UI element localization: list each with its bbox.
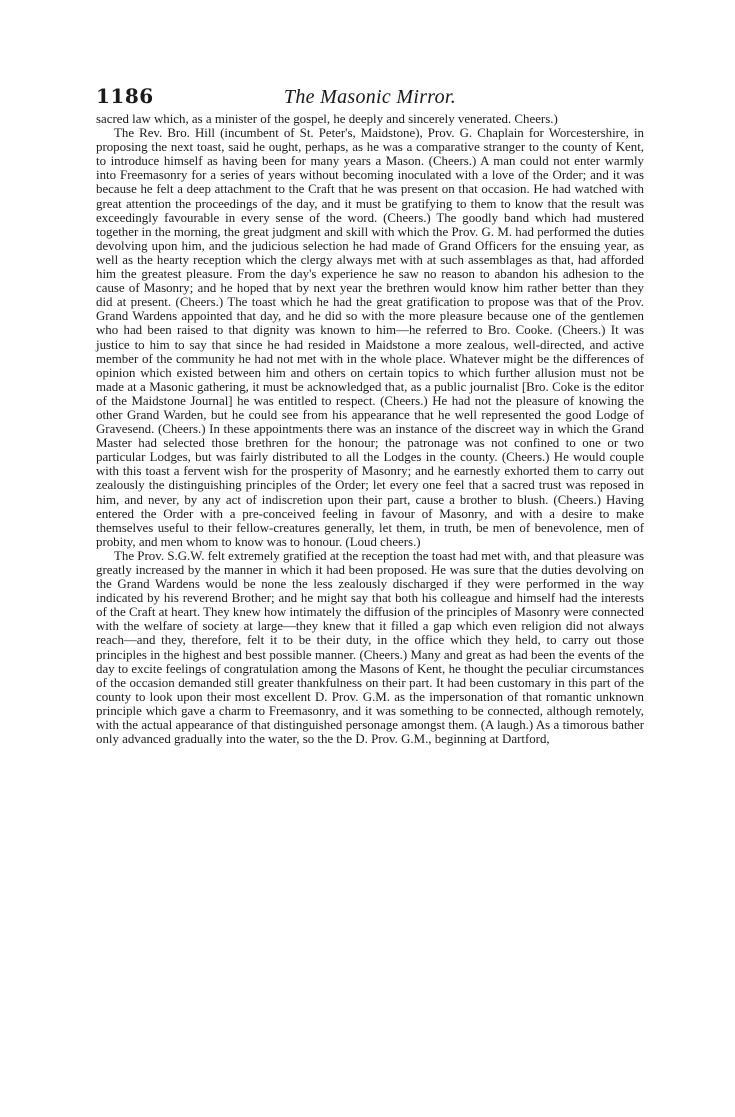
- paragraph-sgw-response: The Prov. S.G.W. felt extremely gratified at the reception the toast had met with, and that pleasure was greatly increased by the manner in which it had been proposed. He was sure that the duties devolving on the Grand Wardens would be none the less zealously discharged if they were performed in the way indicated by his reverend Brother; and he might say that both his colleague and himself had the interests of the Craft at heart. They knew how intimately the diffusion of the principles of Masonry were connected with the welfare of society at large—they knew that it filled a gap which even religion did not always reach—and they, therefore, felt it to be their duty, in the office which they held, to carry out those principles in the highest and best possible manner. (Cheers.) Many and great as had been the events of the day to excite feelings of congratulation among the Masons of Kent, he thought the peculiar circumstances of the occasion demanded still greater thankfulness on their part. It had been customary in this part of the county to look upon their most excellent D. Prov. G.M. as the impersonation of that romantic unknown principle which gave a charm to Freemasonry, and it was something to be connected, although remotely, with the actual appearance of that distinguished personage amongst them. (A laugh.) As a timorous bather only advanced gradually into the water, so the the D. Prov. G.M., beginning at Dartford,: [96, 548, 644, 747]
- document-page: [96, 78, 644, 746]
- page-header: [96, 78, 644, 112]
- paragraph-continuation: sacred law which, as a minister of the gospel, he deeply and sincerely venerated. Cheers.): [96, 112, 558, 126]
- body-text: [96, 112, 644, 746]
- page-number: 1186: [96, 84, 154, 108]
- paragraph-rev-hill-speech: The Rev. Bro. Hill (incumbent of St. Peter's, Maidstone), Prov. G. Chaplain for Worcestershire, in proposing the next toast, said he ought, perhaps, as he was a comparative stranger to the county of Kent, to introduce himself as having been for many years a Mason. (Cheers.) A man could not enter warmly into Freemasonry for a series of years without becoming inoculated with a love of the Order; and it was because he felt a deep attachment to the Craft that he was present on that occasion. He had watched with great attention the proceedings of the day, and it must be gratifying to them to know that the result was exceedingly favourable in every sense of the word. (Cheers.) The goodly band which had mustered together in the morning, the great judgment and skill with which the Prov. G. M. had performed the duties devolving upon him, and the judicious selection he had made of Grand Officers for the ensuing year, as well as the hearty reception which the clergy always met with at such assemblages as that, had afforded him the greatest pleasure. From the day's experience he saw no reason to abandon his adhesion to the cause of Masonry; and he hoped that by next year the brethren would know him rather better than they did at present. (Cheers.) The toast which he had the great gratification to propose was that of the Prov. Grand Wardens appointed that day, and he did so with the more pleasure because one of the gentlemen who had been raised to that dignity was known to him—he referred to Bro. Cooke. (Cheers.) It was justice to him to say that since he had resided in Maidstone a more zealous, well-directed, and active member of the community he had not met with in the whole place. Whatever might be the differences of opinion which existed between him and others on certain topics to which further allusion must not be made at a Masonic gathering, it must be acknowledged that, as a public journalist [Bro. Coke is the editor of the Maidstone Journal] he was entitled to respect. (Cheers.) He had not the pleasure of knowing the other Grand Warden, but he could see from his appearance that he well represented the good Lodge of Gravesend. (Cheers.) In these appointments there was an instance of the discreet way in which the Grand Master had selected those brethren for the honour; the patronage was not confined to one or two particular Lodges, but was fairly distributed to all the Lodges in the county. (Cheers.) He would couple with this toast a fervent wish for the prosperity of Masonry; and he earnestly exhorted them to carry out zealously the distinguishing principles of the Order; let every one feel that a sacred trust was reposed in him, and never, by any act of indiscretion upon their part, cause a brother to blush. (Cheers.) Having entered the Order with a pre-conceived feeling in favour of Masonry, and with a desire to make themselves useful to their fellow-creatures generally, let them, in truth, be men of benevolence, men of probity, and men whom to know was to honour. (Loud cheers.): [96, 126, 644, 549]
- running-title: The Masonic Mirror.: [283, 86, 457, 108]
